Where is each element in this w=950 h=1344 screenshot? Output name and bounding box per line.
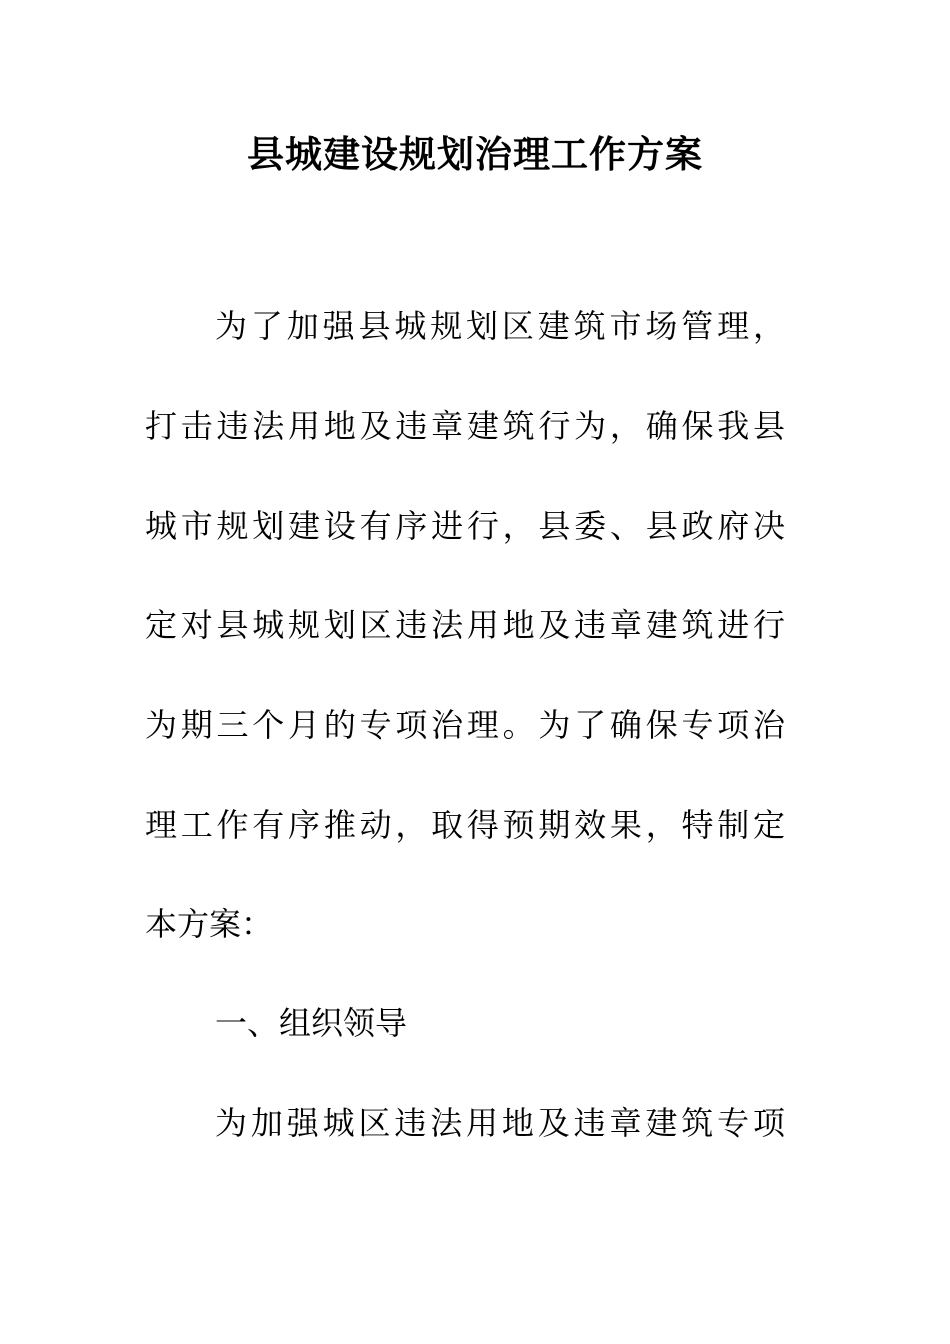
section-heading: 一、组织领导 xyxy=(215,1004,408,1042)
paragraph-line: 打击违法用地及违章建筑行为，确保我县 xyxy=(145,407,785,445)
paragraph-line: 为加强城区违法用地及违章建筑专项 xyxy=(215,1104,785,1142)
document-title: 县城建设规划治理工作方案 xyxy=(247,132,703,176)
paragraph-line: 本方案： xyxy=(145,905,274,943)
paragraph-line: 为了加强县城规划区建筑市场管理， xyxy=(215,307,785,345)
paragraph-line: 理工作有序推动，取得预期效果，特制定 xyxy=(145,806,785,844)
paragraph-line: 城市规划建设有序进行，县委、县政府决 xyxy=(145,507,785,545)
paragraph-line: 定对县城规划区违法用地及违章建筑进行 xyxy=(145,606,785,644)
paragraph-line: 为期三个月的专项治理。为了确保专项治 xyxy=(145,706,785,744)
